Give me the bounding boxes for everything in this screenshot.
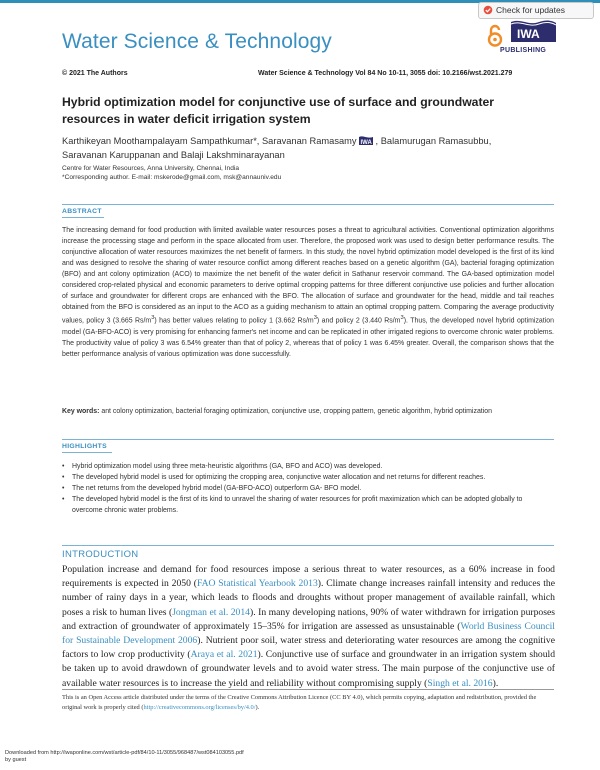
download-guest-line: by guest bbox=[5, 757, 27, 763]
intro-part: ). In many developing nations, 90% of water withdrawn for irrigation purposes and extraction of groundwater of approximately 15–35% for irrigation are assessed as unsustainable ( bbox=[62, 606, 555, 632]
authors-part-1: Karthikeyan Moothampalayam Sampathkumar*, Saravanan Ramasamy bbox=[62, 136, 357, 146]
superscript: 3 bbox=[313, 315, 317, 322]
license-notice bbox=[62, 693, 554, 713]
intro-part: Population increase and demand for food resources impose a serious threat to water resources, as a 60% increase in food requirements is expected in 2050 ( bbox=[62, 564, 555, 590]
introduction-heading: INTRODUCTION bbox=[62, 549, 139, 560]
svg-text:IWA: IWA bbox=[517, 27, 540, 41]
paper-title: Hybrid optimization model for conjunctive use of surface and groundwater resources in water deficit irrigation system bbox=[62, 95, 495, 126]
citation-link[interactable]: Singh et al. 2016 bbox=[427, 677, 493, 689]
abstract-part: ). Thus, the developed novel hybrid optimization model (GA-BFO-ACO) is very promising for enhancing farmer's net income and can be replicated in other irrigated regions to overcome chronic water problems. The productivity value of policy 3 was 6.54% greater than that of policy 2, whereas that of policy 1 was 6.45% greater. Overall, the comparison shows that the better performance analysis of various optimization was done successfully. bbox=[62, 317, 554, 358]
license-part: ). bbox=[255, 704, 260, 711]
highlight-item: • The developed hybrid model is the first of its kind to unravel the sharing of water resources for profit maximization which can be adopted globally to overcome chronic water problems. bbox=[62, 494, 554, 516]
abstract-top-rule bbox=[62, 204, 554, 205]
check-updates-icon bbox=[483, 5, 493, 15]
intro-part: ). Climate change increases rainfall intensity and reduces the number of rainy days in a year, which leads to floods and droughts without proper management of available rainfall, which poses a risk to human lives ( bbox=[62, 578, 555, 618]
highlights-label-underline bbox=[62, 452, 112, 453]
superscript: 3 bbox=[400, 315, 404, 322]
affiliation-line: Centre for Water Resources, Anna University, Chennai, India bbox=[62, 165, 240, 172]
keywords bbox=[62, 406, 554, 417]
highlights-label: HIGHLIGHTS bbox=[62, 443, 107, 450]
intro-top-rule bbox=[62, 545, 554, 546]
check-for-updates-button[interactable] bbox=[478, 2, 594, 19]
abstract-label: ABSTRACT bbox=[62, 208, 102, 215]
authors-part-2: , Balamurugan Ramasubbu, bbox=[375, 136, 492, 146]
abstract-label-underline bbox=[62, 217, 104, 218]
citation-link[interactable]: Araya et al. 2021 bbox=[190, 649, 258, 661]
iwa-member-icon bbox=[359, 136, 373, 145]
open-access-icon bbox=[487, 24, 503, 48]
keywords-label: Key words: bbox=[62, 408, 100, 415]
svg-text:IWA: IWA bbox=[360, 140, 372, 145]
footer-rule bbox=[62, 689, 554, 690]
abstract-text bbox=[62, 225, 554, 360]
license-link[interactable]: http://creativecommons.org/licenses/by/4.0/ bbox=[143, 704, 256, 711]
download-url-line: Downloaded from http://iwaponline.com/wst/article-pdf/84/10-11/3055/968487/wst084103055.pdf bbox=[5, 750, 244, 756]
abstract-part: ) has better values relating to policy 1 (3.662 Rs/m bbox=[154, 317, 314, 325]
citation-line: Water Science & Technology Vol 84 No 10-11, 3055 doi: 10.2166/wst.2021.279 bbox=[258, 70, 513, 77]
publisher-label: PUBLISHING bbox=[500, 47, 547, 54]
intro-part: ). Nutrient poor soil, water stress and deteriorating water resources are among the cognitive factors to low crop productivity ( bbox=[62, 635, 555, 661]
highlight-item: • The developed hybrid model is used for optimizing the cropping area, conjunctive water allocation and net returns for different reaches. bbox=[62, 472, 554, 483]
superscript: 3 bbox=[151, 315, 155, 322]
download-notice bbox=[5, 750, 244, 764]
intro-part: ). bbox=[492, 677, 499, 689]
citation-link[interactable]: FAO Statistical Yearbook 2013 bbox=[196, 578, 318, 590]
highlights-top-rule bbox=[62, 439, 554, 440]
affiliations bbox=[62, 164, 281, 182]
license-part: This is an Open Access article distributed under the terms of the Creative Commons Attribution Licence (CC BY 4.0), which permits copying, adaptation and redistribution, provided the original work is properly cited ( bbox=[62, 694, 537, 711]
keywords-text: ant colony optimization, bacterial foraging optimization, conjunctive use, cropping pattern, genetic algorithm, hybrid optimization bbox=[101, 408, 492, 415]
check-updates-label: Check for updates bbox=[496, 5, 565, 15]
authors-part-3: Saravanan Karuppanan and Balaji Lakshminarayanan bbox=[62, 150, 285, 160]
citation-link[interactable]: Jongman et al. 2014 bbox=[172, 606, 250, 618]
corresponding-author-line: *Corresponding author. E-mail: mskerode@gmail.com, msk@annauniv.edu bbox=[62, 174, 282, 181]
abstract-part: ) and policy 2 (3.440 Rs/m bbox=[316, 317, 401, 325]
citation-link[interactable]: World Business Council for Sustainable Development 2006 bbox=[62, 620, 555, 647]
author-list bbox=[62, 134, 552, 162]
highlight-item: • Hybrid optimization model using three meta-heuristic algorithms (GA, BFO and ACO) was developed. bbox=[62, 461, 554, 472]
abstract-part: The increasing demand for food production with limited available water resources poses a threat to agricultural activities. Conventional optimization algorithms increase the processing stage and perform in the space allocated from user. Therefore, the proposed work was used to design better performance results. The conjunctive allocation of water resources maximizes the net benefit of farmers. In this study, the novel hybrid optimization model developed is the first of its kind and was designed to resolve the sharing of water resource conflict among different reaches based on a genetic algorithm (GA), bacterial foraging optimization (BFO) and ant colony optimization (ACO) to maximize the net benefit of the water deficit in Sathanur reservoir command. The GA-based optimization model considered crop-related physical and economic parameters to derive optimal cropping patterns for three different conjunctive use policies and further allocation of surface and groundwater for different crops are enhanced with the BFO. The allocation of surface and groundwater for the head, middle and tail reaches obtained from the BFO is considered as an input to the ACO as a guiding mechanism to attain an optimal cropping pattern. Comparing the average productivity values, policy 3 (3.665 Rs/m bbox=[62, 227, 554, 325]
copyright-notice: © 2021 The Authors bbox=[62, 70, 128, 77]
intro-part: ). Conjunctive use of surface and groundwater in an irrigation system should be taken up to avoid drawdown of groundwater levels and to avoid water stress. The main purpose of the conjunctive use of available water resources is to increase the yield and reliability without compromising supply ( bbox=[62, 649, 556, 689]
highlights-list bbox=[62, 461, 554, 516]
highlight-item: • The net returns from the developed hybrid model (GA-BFO-ACO) outperform GA- BFO model. bbox=[62, 483, 554, 494]
introduction-text bbox=[62, 563, 555, 691]
journal-title[interactable]: Water Science & Technology bbox=[62, 30, 332, 53]
